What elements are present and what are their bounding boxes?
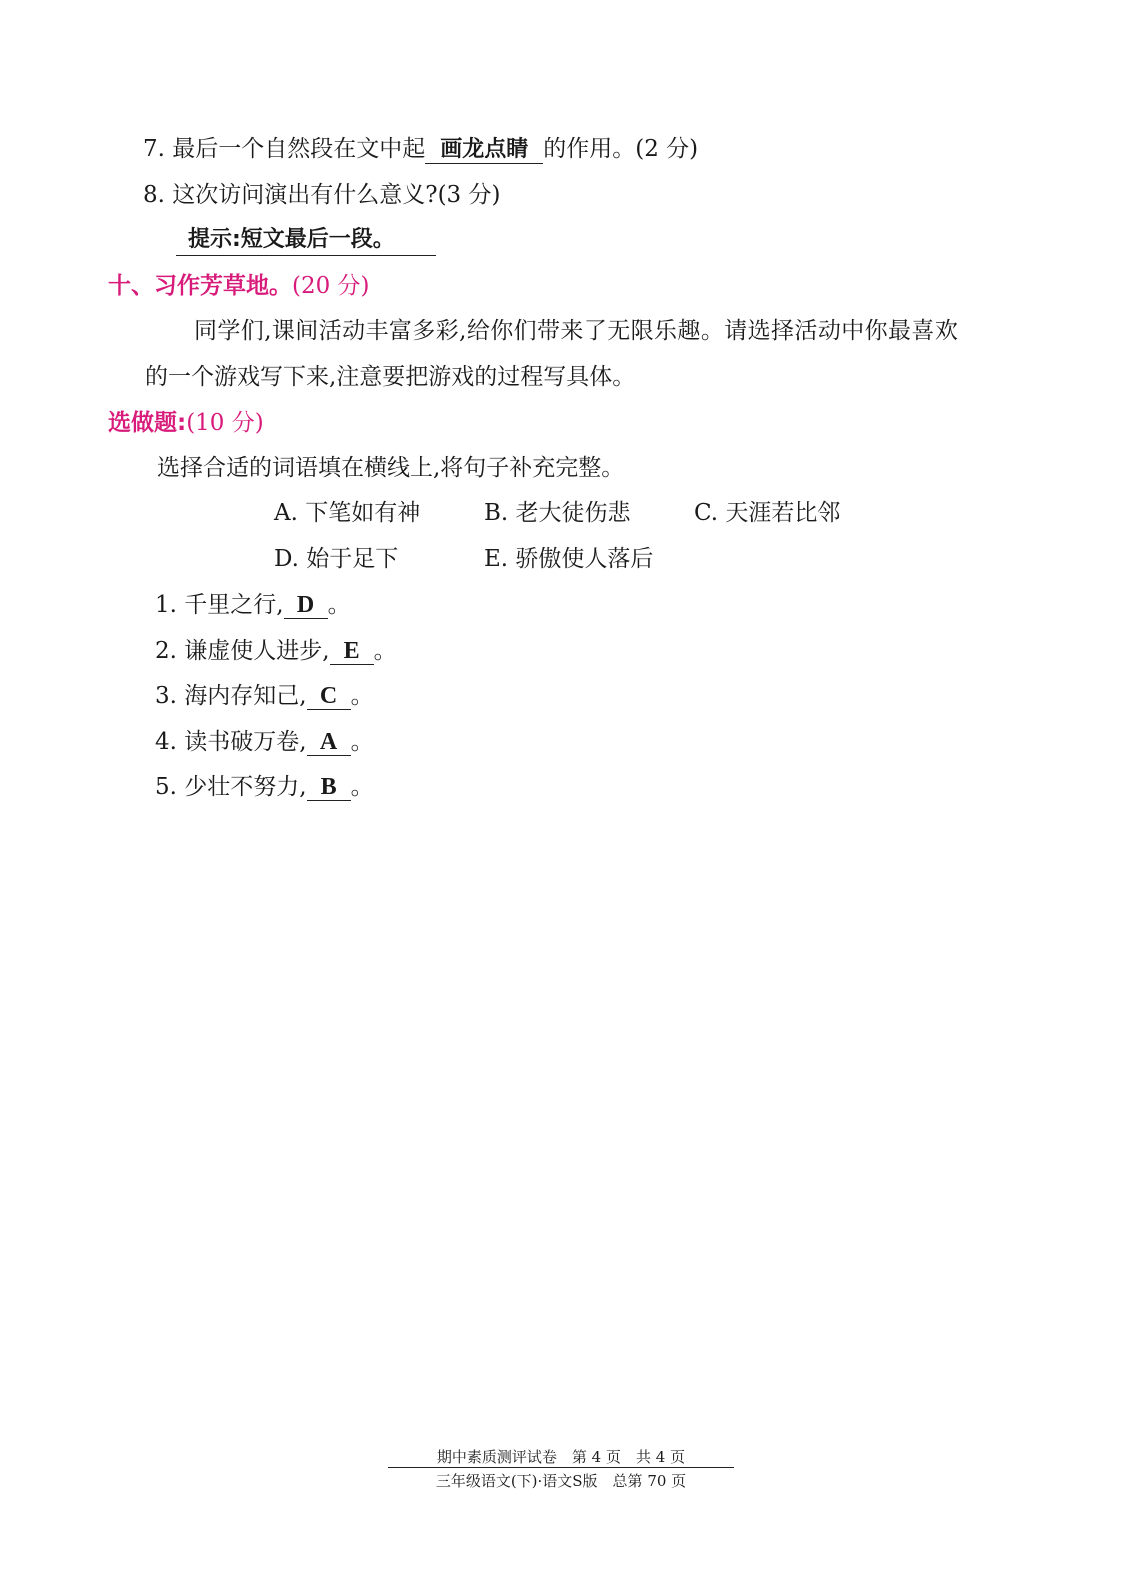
option-a: A. 下笔如有神 [274, 500, 421, 526]
question-7-answer: 画龙点睛 [425, 137, 543, 164]
fill-item-3-end: 。 [350, 683, 374, 709]
fill-item-3-answer: C [307, 683, 351, 710]
section-10-paragraph-line-2: 的一个游戏写下来,注意要把游戏的过程写具体。 [145, 364, 636, 390]
section-10-points: (20 分) [292, 273, 370, 299]
fill-item-2-answer: E [330, 638, 374, 665]
footer-line-1: 期中素质测评试卷 第 4 页 共 4 页 [436, 1448, 686, 1466]
question-7 [143, 134, 698, 164]
optional-instruction: 选择合适的词语填在横线上,将句子补充完整。 [157, 455, 625, 481]
section-10-title: 十、习作芳草地。 [108, 273, 292, 299]
fill-item-1-end: 。 [327, 592, 351, 618]
fill-item-4-answer: A [307, 729, 351, 756]
fill-item-4-text: 4. 读书破万卷, [155, 729, 307, 755]
section-10-paragraph-line-1: 同学们,课间活动丰富多彩,给你们带来了无限乐趣。请选择活动中你最喜欢 [194, 318, 959, 344]
fill-item-3-text: 3. 海内存知己, [155, 683, 307, 709]
fill-item-4 [155, 727, 374, 757]
question-8: 8. 这次访问演出有什么意义?(3 分) [143, 182, 501, 208]
fill-item-2-end: 。 [373, 638, 397, 664]
fill-item-2-text: 2. 谦虚使人进步, [155, 638, 330, 664]
fill-item-5-answer: B [307, 774, 351, 801]
fill-item-1-text: 1. 千里之行, [155, 592, 284, 618]
question-8-answer: 提示:短文最后一段。 [176, 225, 436, 256]
fill-item-5-text: 5. 少壮不努力, [155, 774, 307, 800]
option-e: E. 骄傲使人落后 [484, 546, 654, 572]
fill-item-5 [155, 772, 374, 802]
option-b: B. 老大徒伤悲 [484, 500, 631, 526]
fill-item-1 [155, 590, 351, 620]
optional-heading [108, 408, 264, 438]
question-7-suffix: 的作用。(2 分) [543, 136, 699, 162]
fill-item-4-end: 。 [350, 729, 374, 755]
fill-item-3 [155, 681, 374, 711]
fill-item-5-end: 。 [350, 774, 374, 800]
optional-title: 选做题: [108, 410, 187, 436]
footer-line-2: 三年级语文(下)·语文S版 总第 70 页 [435, 1472, 687, 1490]
option-d: D. 始于足下 [274, 546, 399, 572]
fill-item-1-answer: D [284, 592, 328, 619]
option-c: C. 天涯若比邻 [694, 500, 841, 526]
section-10-heading [108, 271, 370, 301]
optional-points: (10 分) [186, 410, 264, 436]
footer-divider [388, 1467, 734, 1468]
question-7-text: 7. 最后一个自然段在文中起 [143, 136, 426, 162]
fill-item-2 [155, 636, 397, 666]
